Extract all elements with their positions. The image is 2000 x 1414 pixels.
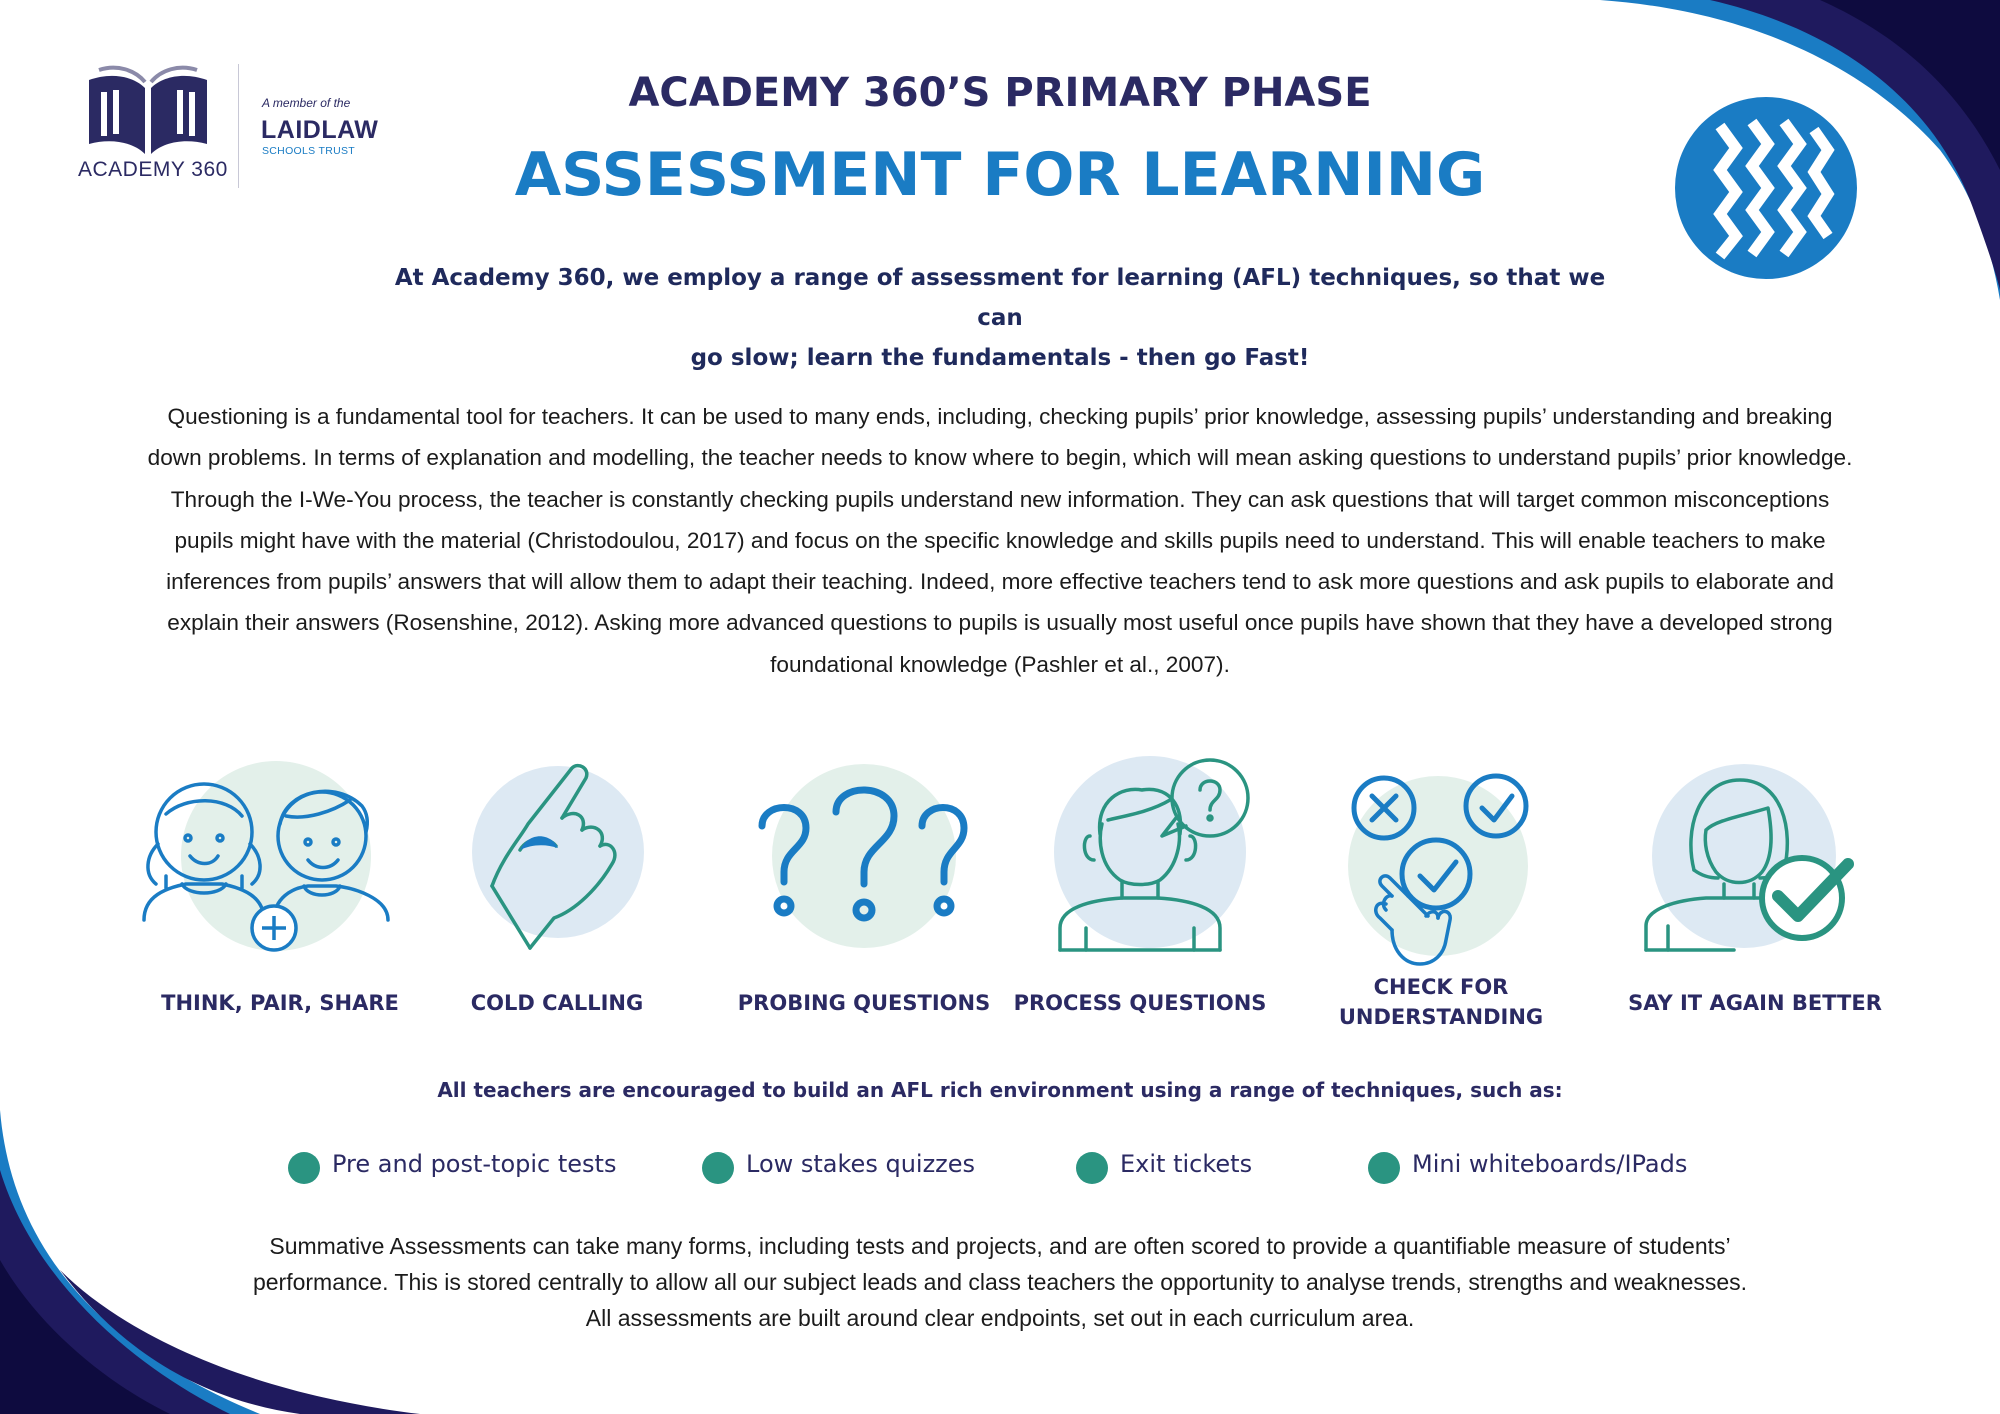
technique-label-say-it-again-better: SAY IT AGAIN BETTER xyxy=(1628,991,1882,1015)
questioning-paragraph: Questioning is a fundamental tool for teachers. It can be used to many ends, including, checking pupils’ prior knowledge, assessing pupils’ understanding and breaking down problems. In terms of explanation and modelling, the teacher needs to know where to begin, which will mean asking questions to understand pupils’ prior knowledge. Through the I-We-You process, the teacher is constantly checking pupils understand new information. They can ask questions that will target common misconceptions pupils might have with the material (Christodoulou, 2017) and focus on the specific knowledge and skills pupils need to understand. This will enable teachers to make inferences from pupils’ answers that will allow them to adapt their teaching. Indeed, more effective teachers tend to ask more questions and ask pupils to elaborate and explain their answers (Rosenshine, 2012). Asking more advanced questions to pupils is usually most useful once pupils have shown that they have a developed strong foundational knowledge (Pashler et al., 2007). xyxy=(147,404,1853,677)
bullet-text: Mini whiteboards/IPads xyxy=(1412,1150,1688,1178)
bullet-dot xyxy=(1368,1152,1400,1184)
technique-label-think-pair-share: THINK, PAIR, SHARE xyxy=(161,991,399,1015)
school-name: ACADEMY 360 xyxy=(78,158,228,181)
technique-label-process-questions: PROCESS QUESTIONS xyxy=(1013,991,1267,1015)
member-of-text: A member of the xyxy=(262,96,351,110)
bullet-text: Low stakes quizzes xyxy=(746,1150,976,1178)
bullet-dot xyxy=(1076,1152,1108,1184)
bullet-text: Exit tickets xyxy=(1120,1150,1253,1178)
intro-line-2: go slow; learn the fundamentals - then go Fast! xyxy=(690,345,1310,371)
bullet-dot xyxy=(288,1152,320,1184)
summary-line-2: performance. This is stored centrally to allow all our subject leads and class teachers the opportunity to analyse trends, strengths and weaknesses. xyxy=(252,1269,1748,1295)
pointing-hand-icon xyxy=(468,760,648,960)
bullet-text: Pre and post-topic tests xyxy=(332,1150,617,1178)
zigzag-waves-icon xyxy=(1674,96,1858,280)
intro-line-1: At Academy 360, we employ a range of assessment for learning (AFL) techniques, so that we can xyxy=(394,265,1606,331)
summary-line-1: Summative Assessments can take many forms, including tests and projects, and are often scored to provide a quantifiable measure of students’ xyxy=(269,1233,1731,1259)
hand-checkmarks-icon xyxy=(1346,770,1536,966)
question-marks-icon xyxy=(752,760,972,960)
page-title: ASSESSMENT FOR LEARNING xyxy=(514,140,1486,210)
summary-line-3: All assessments are built around clear endpoints, set out in each curriculum area. xyxy=(585,1305,1415,1331)
trust-name: LAIDLAW xyxy=(261,116,379,144)
two-children-icon xyxy=(136,756,396,966)
technique-label-cold-calling: COLD CALLING xyxy=(470,991,644,1015)
person-checkmark-icon xyxy=(1644,760,1854,960)
intro-statement xyxy=(380,258,1620,378)
trust-subtitle: SCHOOLS TRUST xyxy=(262,145,355,157)
check-label-line-2: UNDERSTANDING xyxy=(1338,1005,1544,1029)
bullet-dot xyxy=(702,1152,734,1184)
encourage-text: All teachers are encouraged to build an AFL rich environment using a range of techniques, such as: xyxy=(437,1078,1563,1102)
page-pre-title: ACADEMY 360’S PRIMARY PHASE xyxy=(628,70,1372,116)
technique-label-check-for-understanding xyxy=(1304,972,1578,1032)
technique-label-probing-questions: PROBING QUESTIONS xyxy=(737,991,991,1015)
summative-assessment-paragraph xyxy=(140,1228,1860,1336)
check-label-line-1: CHECK FOR xyxy=(1373,975,1509,999)
person-speech-bubble-icon xyxy=(1050,756,1260,956)
